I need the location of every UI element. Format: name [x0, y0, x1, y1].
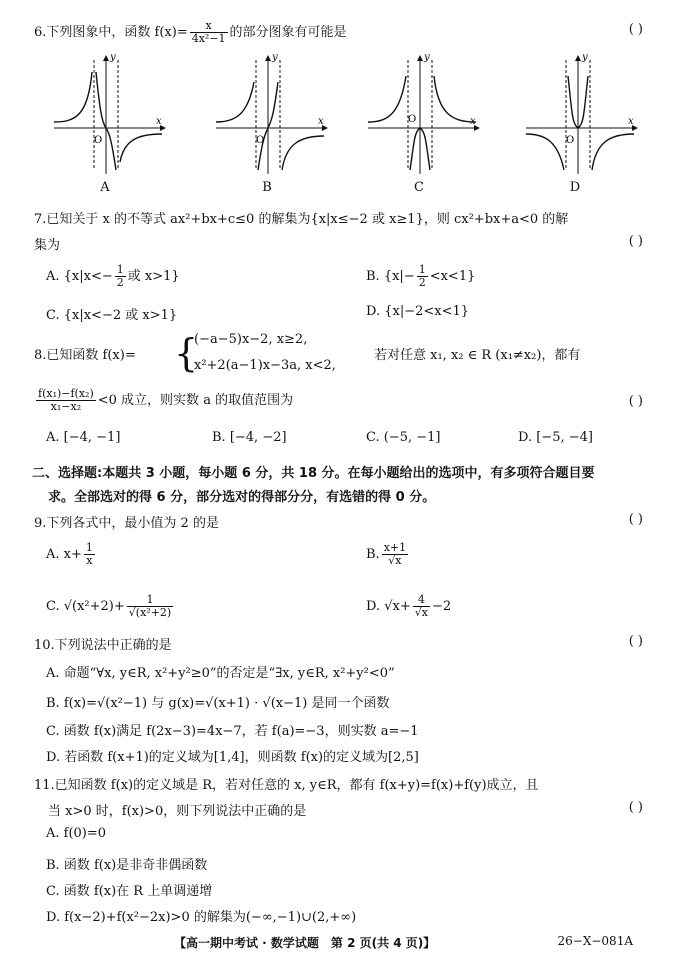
q10-option-c: C. 函数 f(x)满足 f(2x−3)=4x−7，若 f(a)=−3，则实数 a=−1 — [46, 724, 419, 739]
q7-option-a: A. {x|x<− $\frac{1}{2}$ 或 x>1} — [46, 263, 180, 289]
q8-stem-pre: 8.已知函数 f(x)= — [34, 348, 136, 363]
graph-c — [364, 52, 486, 177]
graph-b-label: B — [262, 180, 272, 195]
section-2-heading-line2: 求。全部选对的得 6 分，部分选对的得部分分，有选错的得 0 分。 — [48, 490, 436, 505]
section-2-heading-line1: 二、选择题:本题共 3 小题，每小题 6 分，共 18 分。在每小题给出的选项中，有多项符合题目要 — [32, 466, 595, 481]
svg-text:x: x — [156, 116, 162, 127]
graph-c-label: C — [414, 180, 424, 195]
q9-option-b: B. $\frac{x+1}{√x}$ — [366, 541, 407, 567]
svg-text:O: O — [566, 135, 575, 146]
q9-option-a: A. x+ $\frac{1}{x}$ — [46, 541, 93, 567]
q10-answer-paren: ( ) — [628, 634, 643, 649]
q11-answer-paren: ( ) — [628, 800, 643, 815]
q6-stem: 6.下列图象中，函数 f(x)= $\frac{x}{\text{4x²−1}}$ 的部分图象有可能是 — [34, 19, 347, 45]
q11-option-c: C. 函数 f(x)在 R 上单调递增 — [46, 884, 213, 899]
q7-answer-paren: ( ) — [628, 234, 643, 249]
graph-d-label: D — [569, 180, 581, 195]
q9-option-c: C. √(x²+2)+ $\frac{1}{\text{√(x²+2)}}$ — [46, 593, 172, 619]
q7-option-b: B. {x|− $\frac{1}{2}$ <x<1} — [366, 263, 476, 289]
q8-option-a: A. [−4, −1] — [46, 430, 121, 445]
q7-option-c: C. {x|x<−2 或 x>1} — [46, 308, 178, 323]
q11-option-d: D. f(x−2)+f(x²−2x)>0 的解集为(−∞,−1)∪(2,+∞) — [46, 910, 357, 925]
q6-answer-paren: ( ) — [628, 22, 643, 37]
exam-code: 26−X−081A — [557, 934, 633, 948]
q8-brace: { — [174, 331, 199, 375]
q11-stem-line2: 当 x>0 时，f(x)>0，则下列说法中正确的是 — [48, 804, 307, 819]
svg-text:x: x — [470, 116, 476, 127]
q10-option-d: D. 若函数 f(x+1)的定义域为[1,4]，则函数 f(x)的定义域为[2,5] — [46, 750, 419, 765]
q10-option-a: A. 命题“∀x, y∈R, x²+y²≥0”的否定是“∃x, y∈R, x²+y²<0” — [46, 666, 395, 681]
svg-text:O: O — [408, 114, 417, 125]
svg-text:O: O — [256, 135, 265, 146]
q8-answer-paren: ( ) — [628, 394, 643, 409]
graph-a-label: A — [100, 180, 110, 195]
q8-case2: x²+2(a−1)x−3a, x<2, — [194, 358, 336, 373]
svg-text:y: y — [272, 52, 278, 63]
svg-text:y: y — [110, 52, 116, 63]
q9-option-d: D. √x+ $\frac{4}{√x}$ −2 — [366, 593, 452, 619]
svg-text:y: y — [424, 52, 430, 63]
q8-option-b: B. [−4, −2] — [212, 430, 287, 445]
q8-option-c: C. (−5, −1] — [366, 430, 441, 445]
q9-stem: 9.下列各式中，最小值为 2 的是 — [34, 516, 219, 531]
q8-stem-post: 若对任意 x₁, x₂ ∈ R (x₁≠x₂)，都有 — [374, 348, 581, 363]
graph-d — [522, 52, 644, 177]
q11-option-b: B. 函数 f(x)是非奇非偶函数 — [46, 858, 208, 873]
graph-b — [212, 52, 334, 177]
svg-text:O: O — [94, 135, 103, 146]
q8-option-d: D. [−5, −4] — [518, 430, 593, 445]
svg-text:y: y — [582, 52, 588, 63]
q11-option-a: A. f(0)=0 — [46, 826, 107, 841]
q7-stem-line1: 7.已知关于 x 的不等式 ax²+bx+c≤0 的解集为{x|x≤−2 或 x≥1}，则 cx²+bx+a<0 的解 — [34, 212, 569, 227]
q7-stem-line2: 集为 — [34, 238, 61, 253]
svg-text:x: x — [318, 116, 324, 127]
q8-case1: (−a−5)x−2, x≥2, — [194, 332, 308, 347]
q9-answer-paren: ( ) — [628, 512, 643, 527]
q10-option-b: B. f(x)=√(x²−1) 与 g(x)=√(x+1) · √(x−1) 是同一个函数 — [46, 696, 390, 711]
q10-stem: 10.下列说法中正确的是 — [34, 638, 172, 653]
footer-title: 【高一期中考试 · 数学试题 第 2 页(共 4 页)】 — [174, 936, 436, 950]
q7-option-d: D. {x|−2<x<1} — [366, 304, 470, 319]
q6-fraction: $\frac{x}{\text{4x²−1}}$ — [191, 19, 226, 45]
q8-stem-line2: $\frac{\text{f(x₁)−f(x₂)}}{\text{x₁−x₂}}$ <0 成立，则实数 a 的取值范围为 — [38, 387, 294, 413]
q11-stem-line1: 11.已知函数 f(x)的定义域是 R，若对任意的 x, y∈R，都有 f(x+y)=f(x)+f(y)成立，且 — [34, 778, 539, 793]
svg-text:x: x — [628, 116, 634, 127]
graph-a — [50, 52, 172, 177]
